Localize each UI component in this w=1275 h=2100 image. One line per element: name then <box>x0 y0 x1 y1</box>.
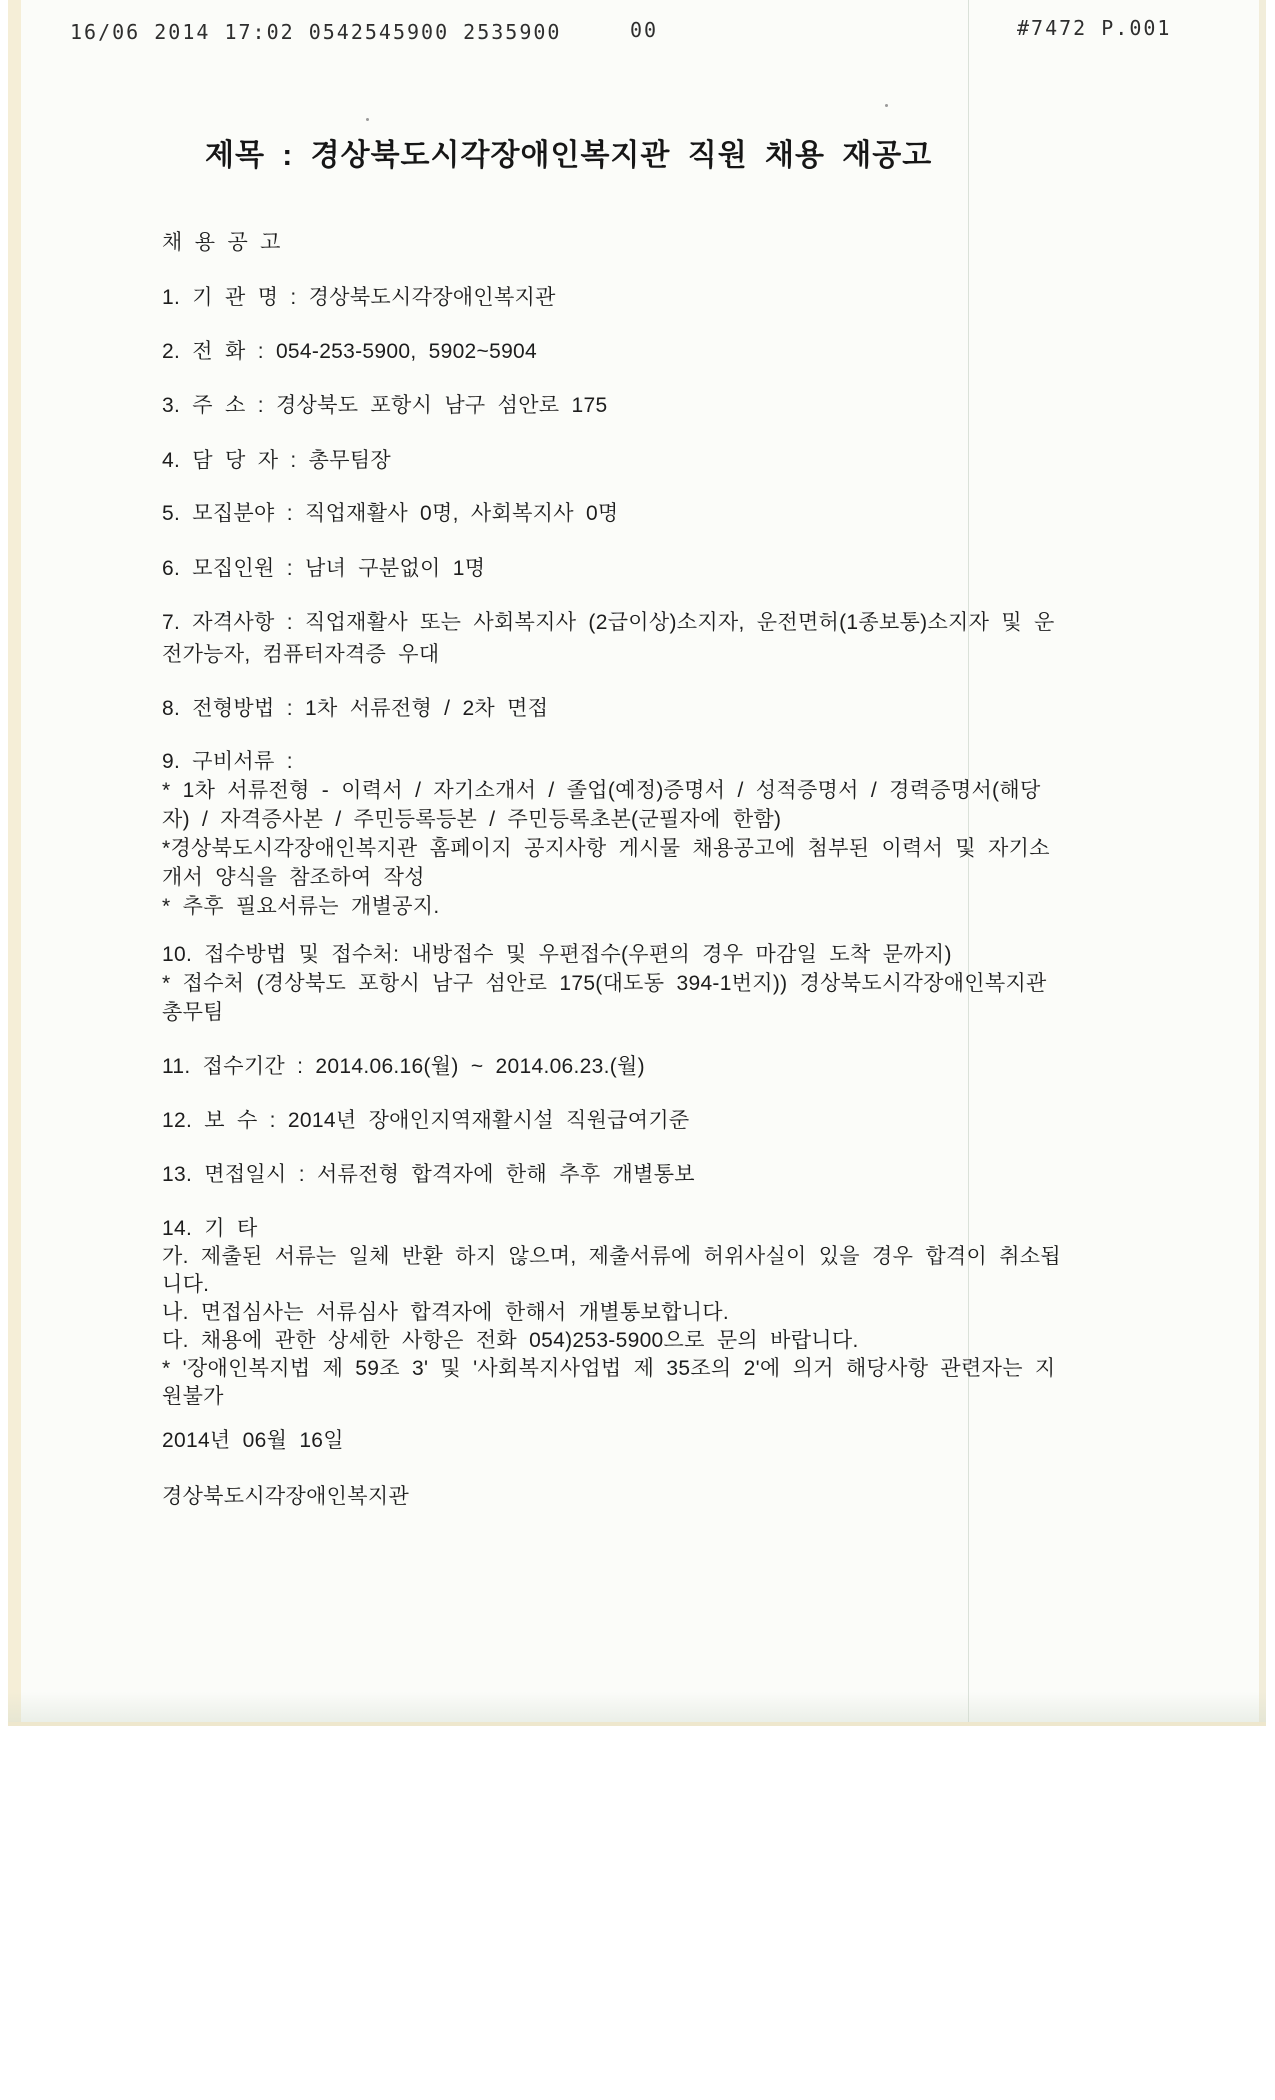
doc-line-item-10: 10. 접수방법 및 접수처: 내방접수 및 우편접수(우편의 경우 마감일 도착 문까지) <box>162 943 952 966</box>
doc-line-item-14-cont: 가. 제출된 서류는 일체 반환 하지 않으며, 제출서류에 허위사실이 있을 경우 합격이 취소됩 <box>162 1245 1061 1268</box>
doc-date: 2014년 06월 16일 <box>162 1429 344 1452</box>
section-label: 채 용 공 고 <box>162 231 281 254</box>
doc-line-item-14-cont: 니다. <box>162 1273 210 1296</box>
doc-line-item-14: 14. 기 타 <box>162 1217 258 1240</box>
doc-line-item-3: 3. 주 소 : 경상북도 포항시 남구 섬안로 175 <box>162 394 608 417</box>
doc-line-item-14-cont: 원불가 <box>162 1385 224 1408</box>
doc-line-item-13: 13. 면접일시 : 서류전형 합격자에 한해 추후 개별통보 <box>162 1163 695 1186</box>
fax-center-code: 00 <box>630 18 659 42</box>
paper-bottom-texture <box>8 1692 1266 1722</box>
doc-organization: 경상북도시각장애인복지관 <box>162 1485 410 1508</box>
doc-line-item-9: 9. 구비서류 : <box>162 750 293 773</box>
doc-line-item-9-cont: 개서 양식을 참조하여 작성 <box>162 866 425 889</box>
doc-line-item-12: 12. 보 수 : 2014년 장애인지역재활시설 직원급여기준 <box>162 1109 690 1132</box>
doc-line-item-14-cont: 다. 채용에 관한 상세한 사항은 전화 054)253-5900으로 문의 바랍니다. <box>162 1329 859 1352</box>
paper-bottom-edge <box>8 1722 1266 1726</box>
doc-line-item-10-cont: * 접수처 (경상북도 포항시 남구 섬안로 175(대도동 394-1번지)) 경상북도시각장애인복지관 <box>162 972 1047 995</box>
doc-line-item-6: 6. 모집인원 : 남녀 구분없이 1명 <box>162 557 486 580</box>
doc-line-item-11: 11. 접수기간 : 2014.06.16(월) ~ 2014.06.23.(월) <box>162 1055 645 1078</box>
fax-timestamp: 16/06 2014 17:02 0542545900 2535900 <box>70 20 562 44</box>
scanner-artifact-line <box>968 0 969 1725</box>
fax-page-number: #7472 P.001 <box>1017 16 1172 40</box>
doc-line-item-2: 2. 전 화 : 054-253-5900, 5902~5904 <box>162 340 538 363</box>
doc-line-item-9-cont: 자) / 자격증사본 / 주민등록등본 / 주민등록초본(군필자에 한함) <box>162 808 782 831</box>
doc-line-item-14-cont: 나. 면접심사는 서류심사 합격자에 한해서 개별통보합니다. <box>162 1301 730 1324</box>
doc-line-item-10-cont: 총무팀 <box>162 1001 224 1024</box>
doc-line-item-14-cont: * '장애인복지법 제 59조 3' 및 '사회복지사업법 제 35조의 2'에 의거 해당사항 관련자는 지 <box>162 1357 1056 1380</box>
doc-line-item-4: 4. 담 당 자 : 총무팀장 <box>162 449 392 472</box>
doc-line-item-9-cont: * 1차 서류전형 - 이력서 / 자기소개서 / 졸업(예정)증명서 / 성적증명서 / 경력증명서(해당 <box>162 779 1041 802</box>
scan-speck <box>885 104 888 107</box>
document-title: 제목 : 경상북도시각장애인복지관 직원 채용 재공고 <box>205 139 933 172</box>
doc-line-item-7: 7. 자격사항 : 직업재활사 또는 사회복지사 (2급이상)소지자, 운전면허(1종보통)소지자 및 운 <box>162 611 1055 634</box>
doc-line-item-8: 8. 전형방법 : 1차 서류전형 / 2차 면접 <box>162 697 549 720</box>
doc-line-item-9-cont: *경상북도시각장애인복지관 홈페이지 공지사항 게시물 채용공고에 첨부된 이력서 및 자기소 <box>162 837 1050 860</box>
scan-speck <box>366 118 369 121</box>
doc-line-item-1: 1. 기 관 명 : 경상북도시각장애인복지관 <box>162 286 556 309</box>
doc-line-item-7-cont: 전가능자, 컴퓨터자격증 우대 <box>162 643 440 666</box>
doc-line-item-5: 5. 모집분야 : 직업재활사 0명, 사회복지사 0명 <box>162 502 619 525</box>
doc-line-item-9-cont: * 추후 필요서류는 개별공지. <box>162 895 440 918</box>
